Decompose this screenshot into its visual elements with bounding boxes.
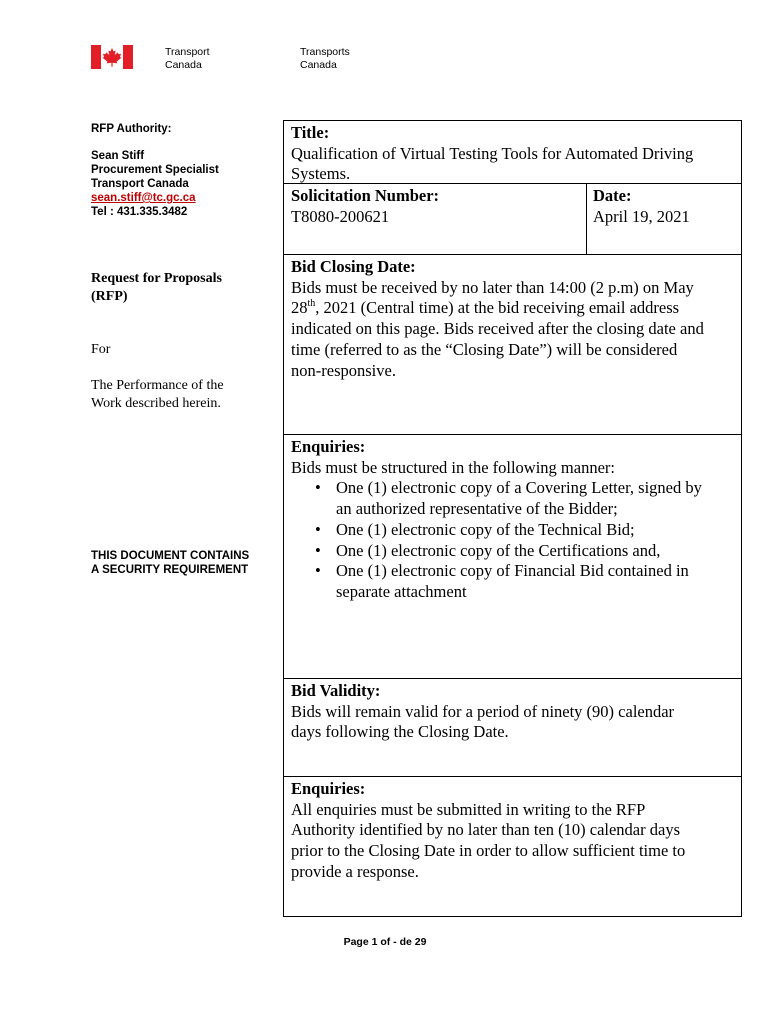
list-item: • One (1) electronic copy of Financial Bid contained in separate attachment (336, 561, 741, 602)
column-divider (586, 184, 587, 254)
closing-line2: 28th, 2021 (Central time) at the bid receiving email address (291, 297, 680, 318)
solicitation-date-section (283, 183, 742, 255)
closing-line4: time (referred to as the “Closing Date”) will be considered (291, 339, 678, 359)
authority-position: Procurement Specialist (91, 164, 219, 176)
authority-org: Transport Canada (91, 178, 189, 190)
authority-tel: Tel : 431.335.3482 (91, 206, 188, 218)
enquiries-line2: Authority identified by no later than ten (10) calendar days (291, 820, 680, 840)
structure-intro: Bids must be structured in the following manner: (291, 457, 615, 477)
authority-contact (91, 149, 276, 219)
validity-line2: days following the Closing Date. (291, 722, 509, 742)
list-item: • One (1) electronic copy of a Covering Letter, signed by an authorized representative of the Bidder; (336, 478, 741, 519)
solicitation-number: T8080-200621 (291, 206, 390, 226)
structure-label: Enquiries: (291, 437, 366, 456)
department-name-en (165, 46, 210, 72)
dept-en-line2: Canada (165, 59, 202, 71)
bid-closing-section (283, 254, 742, 435)
performance-line2: Work described herein. (91, 396, 221, 411)
canada-flag-icon (91, 45, 133, 69)
department-name-fr (300, 46, 350, 72)
security-requirement-notice (91, 549, 276, 577)
rfp-heading (91, 270, 276, 306)
dept-fr-line2: Canada (300, 59, 337, 71)
performance-line1: The Performance of the (91, 378, 224, 393)
enquiries-line3: prior to the Closing Date in order to allow sufficient time to (291, 841, 686, 861)
title-label: Title: (291, 123, 330, 142)
enquiries-line4: provide a response. (291, 861, 419, 881)
enquiries-section (283, 776, 742, 917)
bid-structure-section (283, 434, 742, 679)
list-item: • One (1) electronic copy of the Certifications and, (336, 541, 741, 562)
enquiries-label: Enquiries: (291, 779, 366, 798)
validity-line1: Bids will remain valid for a period of ninety (90) calendar (291, 701, 675, 721)
closing-line1: Bids must be received by no later than 14:00 (2 p.m) on May (291, 277, 694, 297)
security-line2: A SECURITY REQUIREMENT (91, 564, 249, 576)
rfp-authority-label: RFP Authority: (91, 123, 172, 135)
closing-label: Bid Closing Date: (291, 257, 416, 276)
title-line2: Systems. (291, 164, 351, 184)
solicitation-label: Solicitation Number: (291, 186, 440, 205)
rfp-performance (91, 377, 276, 413)
solicitation-cell (291, 186, 439, 227)
dept-fr-line1: Transports (300, 46, 350, 58)
closing-line5: non-responsive. (291, 360, 396, 380)
enquiries-line1: All enquiries must be submitted in writing to the RFP (291, 799, 646, 819)
rfp-for: For (91, 342, 111, 357)
security-line1: THIS DOCUMENT CONTAINS (91, 550, 250, 562)
bid-validity-section (283, 678, 742, 777)
rfp-heading-line1: Request for Proposals (91, 271, 222, 286)
structure-list (291, 478, 741, 602)
date-cell (593, 186, 690, 227)
validity-label: Bid Validity: (291, 681, 381, 700)
list-item: • One (1) electronic copy of the Technical Bid; (336, 520, 741, 541)
authority-email-link[interactable]: sean.stiff@tc.gc.ca (91, 192, 196, 204)
authority-name: Sean Stiff (91, 150, 145, 162)
dept-en-line1: Transport (165, 46, 210, 58)
page-number: Page 1 of - de 29 (343, 936, 427, 948)
rfp-heading-line2: (RFP) (91, 289, 128, 304)
title-line1: Qualification of Virtual Testing Tools for Automated Driving (291, 143, 694, 163)
title-section (283, 120, 742, 184)
date-value: April 19, 2021 (593, 206, 690, 226)
date-label: Date: (593, 186, 632, 205)
closing-line3: indicated on this page. Bids received after the closing date and (291, 319, 704, 339)
